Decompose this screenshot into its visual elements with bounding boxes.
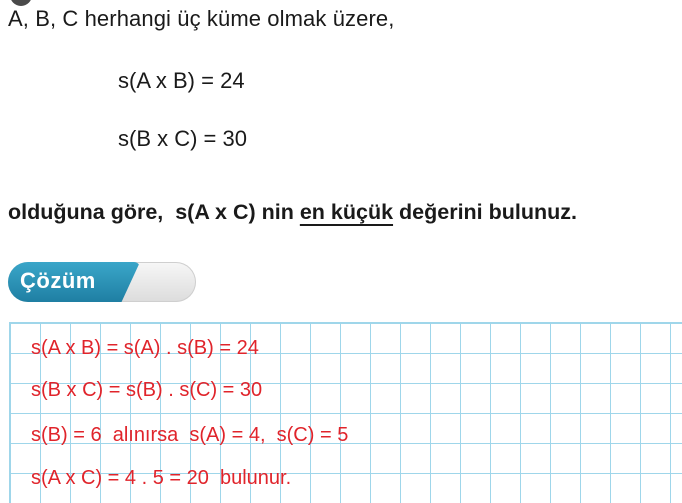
question-emphasis: en küçük [299, 200, 394, 224]
solution-line-1: s(A x B) = s(A) . s(B) = 24 [31, 337, 259, 359]
solution-line-2: s(B x C) = s(B) . s(C) = 30 [31, 379, 263, 401]
solution-badge-label: Çözüm [20, 268, 96, 293]
solution-line-3: s(B) = 6 alınırsa s(A) = 4, s(C) = 5 [31, 424, 349, 446]
problem-intro: A, B, C herhangi üç küme olmak üzere, [8, 6, 395, 31]
question-text-start: olduğuna göre, s(A x C) nin [8, 200, 300, 224]
solution-badge [8, 262, 196, 302]
given-equation-1: s(A x B) = 24 [118, 68, 245, 93]
problem-question [8, 200, 577, 225]
question-text-end: değerini bulunuz. [393, 200, 577, 224]
solution-line-4: s(A x C) = 4 . 5 = 20 bulunur. [31, 467, 292, 489]
given-equation-2: s(B x C) = 30 [118, 126, 247, 151]
